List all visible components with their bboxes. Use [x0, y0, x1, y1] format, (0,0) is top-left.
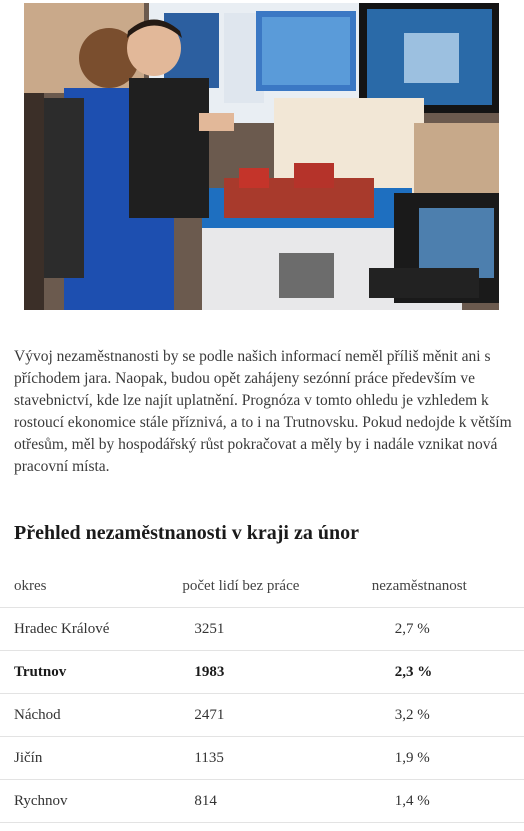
table-row	[0, 694, 524, 737]
table-header-row	[0, 565, 524, 608]
table-row	[0, 780, 524, 823]
cell-mira: 1,9 %	[372, 737, 524, 780]
cell-pocet: 3251	[182, 608, 371, 651]
cell-pocet: 2471	[182, 694, 371, 737]
cell-okres: Hradec Králové	[0, 608, 182, 651]
article-paragraph: Vývoj nezaměstnanosti by se podle našich informací neměl příliš měnit ani s příchodem jara. Naopak, budou opět zahájeny sezónní práce především ve stavebnictví, kde lze najít uplatnění. Prognóza v tomto ohledu je vzhledem k rostoucí ekonomice stále příznivá, a to i na Trutnovsku. Pokud nedojde k větším otřesům, měl by hospodářský růst pokračovat a měly by i nadále vznikat nová pracovní místa.	[14, 348, 512, 475]
cell-pocet: 1135	[182, 737, 371, 780]
cell-okres: Jičín	[0, 737, 182, 780]
column-header-nezamestnanost: nezaměstnanost	[372, 565, 524, 608]
table-row	[0, 737, 524, 780]
cell-okres: Náchod	[0, 694, 182, 737]
cell-okres: Trutnov	[0, 651, 182, 694]
column-header-okres: okres	[0, 565, 182, 608]
cell-mira: 2,7 %	[372, 608, 524, 651]
cell-mira: 2,3 %	[372, 651, 524, 694]
table-row	[0, 608, 524, 651]
unemployment-table	[0, 565, 524, 823]
cell-pocet: 814	[182, 780, 371, 823]
column-header-pocet: počet lidí bez práce	[182, 565, 371, 608]
cell-pocet: 1983	[182, 651, 371, 694]
table-row-highlighted	[0, 651, 524, 694]
cell-mira: 3,2 %	[372, 694, 524, 737]
cell-okres: Rychnov	[0, 780, 182, 823]
article-photo	[24, 3, 499, 310]
section-title: Přehled nezaměstnanosti v kraji za únor	[14, 522, 359, 544]
cell-mira: 1,4 %	[372, 780, 524, 823]
